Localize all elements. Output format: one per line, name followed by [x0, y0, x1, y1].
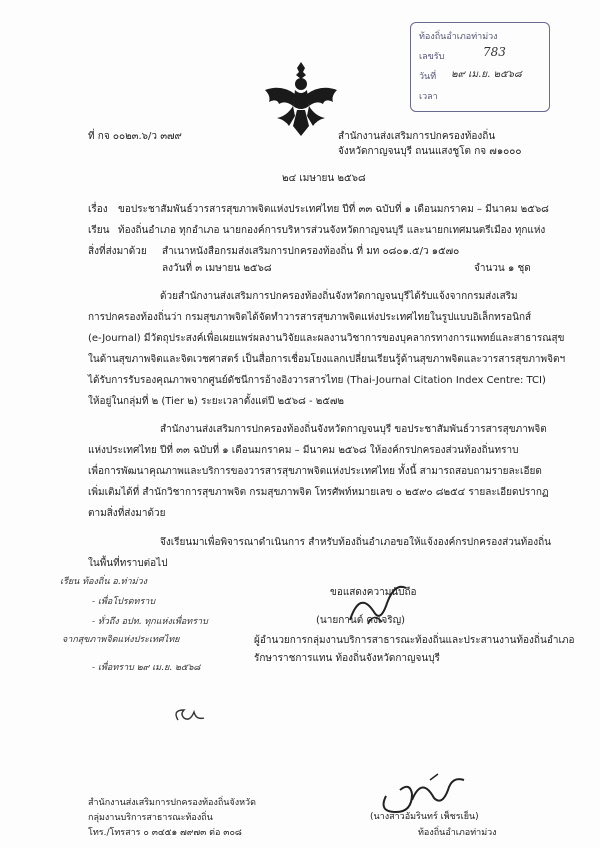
- handwritten-note: - เพื่อโปรดทราบ: [92, 597, 156, 607]
- paragraph2-line: เพื่อการพัฒนาคุณภาพและบริการของวารสารสุขภาพจิตแห่งประเทศไทย ทั้งนี้ สามารถสอบถามรายละเอียด: [88, 466, 542, 477]
- enclosure-quantity: จำนวน ๑ ชุด: [474, 263, 531, 274]
- paragraph3-line: จึงเรียนมาเพื่อพิจารณาดำเนินการ สำหรับท้องถิ่นอำเภอขอให้แจ้งองค์กรปกครองส่วนท้องถิ่น: [160, 537, 552, 548]
- handwritten-note: - ทั่วถึง อปท. ทุกแห่งเพื่อทราบ: [92, 617, 208, 627]
- handwritten-note: - เพื่อทราบ ๒๙ เม.ย. ๒๕๖๘: [92, 663, 201, 673]
- footer-phone: โทร./โทรสาร ๐ ๓๔๕๑ ๗๙๗๓ ต่อ ๓๐๘: [88, 828, 242, 838]
- closing-text: ขอแสดงความนับถือ: [330, 587, 417, 598]
- local-official-name: (นางสาวอัมรินทร์ เพ็ชรเย็น): [370, 812, 479, 822]
- stamp-office: ท้องถิ่นอำเภอท่าม่วง: [419, 32, 498, 42]
- paragraph1-line: ให้อยู่ในกลุ่มที่ ๒ (Tier ๒) ระยะเวลาตั้งแต่ปี ๒๕๖๘ - ๒๕๗๒: [88, 396, 345, 407]
- paragraph2-line: แห่งประเทศไทย ปีที่ ๓๓ ฉบับที่ ๑ เดือนมกราคม – มีนาคม ๒๕๖๘ ให้องค์กรปกครองส่วนท้องถิ่นทราบ: [88, 445, 519, 456]
- paragraph3-line: ในพื้นที่ทราบต่อไป: [88, 558, 168, 569]
- receipt-stamp: [410, 22, 550, 112]
- paragraph2-line: สำนักงานส่งเสริมการปกครองท้องถิ่นจังหวัดกาญจนบุรี ขอประชาสัมพันธ์วารสารสุขภาพจิต: [160, 424, 547, 435]
- reference-number: ที่ กจ ๐๐๒๓.๖/ว ๓๗๙: [88, 131, 182, 142]
- garuda-emblem-icon: [262, 58, 340, 140]
- enclosure-label: สิ่งที่ส่งมาด้วย: [88, 246, 147, 257]
- stamp-date-label: วันที่: [419, 72, 437, 82]
- enclosure-text: สำเนาหนังสือกรมส่งเสริมการปกครองท้องถิ่น ที่ มท ๐๘๐๑.๕/ว ๑๕๗๐: [162, 246, 460, 257]
- signatory-name: (นายกานต์ คงเจริญ): [316, 615, 406, 626]
- subject-text: ขอประชาสัมพันธ์วารสารสุขภาพจิตแห่งประเทศไทย ปีที่ ๓๓ ฉบับที่ ๑ เดือนมกราคม – มีนาคม ๒๕๖๘: [118, 204, 549, 215]
- signatory-position: ผู้อำนวยการกลุ่มงานบริการสาธารณะท้องถิ่นและประสานงานท้องถิ่นอำเภอ: [254, 635, 575, 646]
- stamp-receipt-no: 783: [483, 45, 506, 59]
- stamp-time-label: เวลา: [419, 92, 438, 102]
- local-official-position: ท้องถิ่นอำเภอท่าม่วง: [418, 828, 497, 838]
- paragraph1-line: (e-Journal) มีวัตถุประสงค์เพื่อเผยแพร่ผลงานวิจัยและผลงานวิชาการของบุคลากรทางการแพทย์และสาธารณสุข: [88, 333, 565, 344]
- subject-label: เรื่อง: [88, 204, 108, 215]
- stamp-receipt-label: เลขรับ: [419, 52, 445, 62]
- handwritten-note: เรียน ท้องถิ่น อ.ท่าม่วง: [60, 577, 148, 587]
- paragraph1-line: ในด้านสุขภาพจิตและจิตเวชศาสตร์ เป็นสื่อการเชื่อมโยงแลกเปลี่ยนเรียนรู้ด้านสุขภาพจิตและวารสารสุขภาพจิตฯ: [88, 354, 566, 365]
- paragraph2-line: ตามสิ่งที่ส่งมาด้วย: [88, 508, 166, 519]
- letter-date: ๒๔ เมษายน ๒๕๖๘: [282, 173, 366, 184]
- signatory-position-acting: รักษาราชการแทน ท้องถิ่นจังหวัดกาญจนบุรี: [254, 653, 440, 664]
- agency-address: จังหวัดกาญจนบุรี ถนนแสงชูโต กจ ๗๑๐๐๐: [338, 146, 522, 157]
- paragraph1-line: ด้วยสำนักงานส่งเสริมการปกครองท้องถิ่นจังหวัดกาญจนบุรีได้รับแจ้งจากกรมส่งเสริม: [160, 291, 518, 302]
- paragraph1-line: ได้รับการรับรองคุณภาพจากศูนย์ดัชนีการอ้างอิงวารสารไทย (Thai-Journal Citation Index Centre: TCI): [88, 375, 546, 386]
- agency-name: สำนักงานส่งเสริมการปกครองท้องถิ่น: [338, 131, 496, 142]
- paragraph1-line: การปกครองท้องถิ่นว่า กรมสุขภาพจิตได้จัดทำวารสารสุขภาพจิตแห่งประเทศไทยในรูปแบบอิเล็กทรอนิกส์: [88, 312, 532, 323]
- paragraph2-line: เพิ่มเติมได้ที่ สำนักวิชาการสุขภาพจิต กรมสุขภาพจิต โทรศัพท์หมายเลข ๐ ๒๕๙๐ ๘๒๕๔ รายละเอียดปรากฏ: [88, 487, 549, 498]
- to-label: เรียน: [88, 225, 110, 236]
- footer-office: สำนักงานส่งเสริมการปกครองท้องถิ่นจังหวัด: [88, 798, 256, 808]
- to-text: ท้องถิ่นอำเภอ ทุกอำเภอ นายกองค์การบริหารส่วนจังหวัดกาญจนบุรี และนายกเทศมนตรีเมือง ทุกแห่ง: [118, 225, 546, 236]
- initials-mark-icon: [170, 702, 210, 728]
- footer-group: กลุ่มงานบริการสาธารณะท้องถิ่น: [88, 813, 213, 823]
- stamp-date-value: ๒๙ เม.ย. ๒๕๖๘: [451, 69, 522, 80]
- enclosure-date: ลงวันที่ ๓ เมษายน ๒๕๖๘: [162, 263, 272, 274]
- handwritten-note: จากสุขภาพจิตแห่งประเทศไทย: [62, 635, 180, 645]
